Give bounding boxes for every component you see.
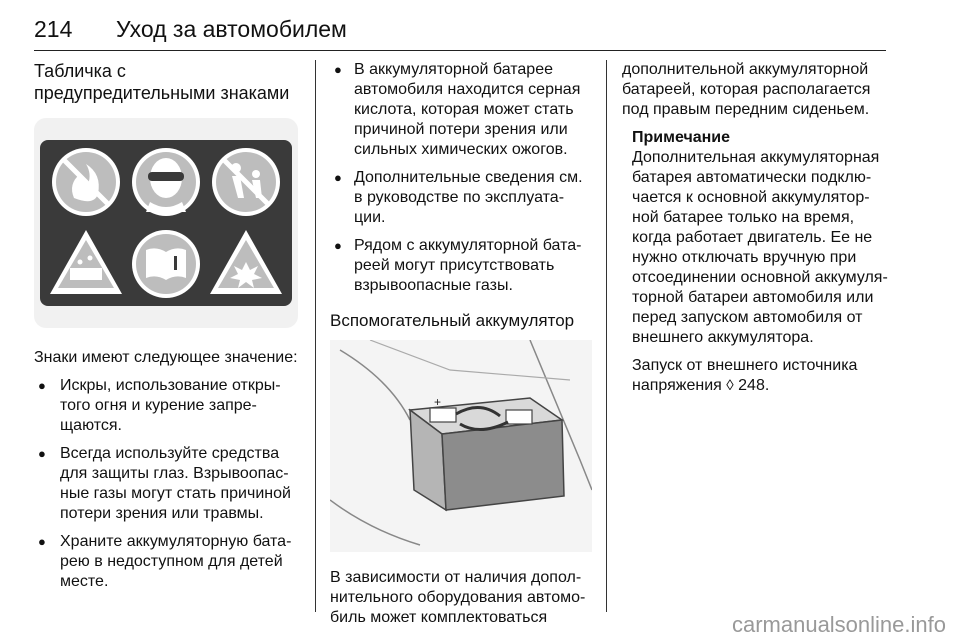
page-header [34, 12, 886, 51]
warning-label-title: Табличка с предупредительными знаками [34, 61, 290, 103]
column-1 [34, 60, 300, 600]
signs-list-continued [330, 60, 592, 296]
page-reference-link[interactable]: 248. [738, 377, 770, 394]
column-divider [315, 60, 316, 612]
list-item: ● Искры, использование откры- того огня и курение запре- щаются. [34, 376, 300, 436]
signs-intro: Знаки имеют следующее значение: [34, 349, 298, 366]
note-text: Дополнительная аккумуляторная батарея автоматически подклю- чается к основной аккумулятор- ной батарее только на время, когда работает двигатель. Ее не нужно отключать вручную при отсоединении основной аккумуля- торной батареи автомобиля или перед запуском автомобиля от внешнего аккумулятора. [632, 149, 888, 346]
plus-terminal-label: + [434, 395, 442, 409]
page-reference-icon: ◊ [726, 377, 734, 394]
column-divider [606, 60, 607, 612]
auxiliary-battery-title: Вспомогательный аккумулятор [330, 311, 575, 330]
column-2 [330, 60, 592, 636]
note-title: Примечание [632, 129, 731, 146]
no-fire-icon [52, 148, 120, 216]
list-item: ● В аккумуляторной батарее автомобиля находится серная кислота, которая может стать причиной потери зрения или сильных химических ожогов. [330, 60, 592, 160]
eye-protection-icon [132, 148, 200, 216]
signs-list [34, 376, 300, 592]
warning-signs-figure [34, 118, 298, 328]
external-start-text: Запуск от внешнего источника напряжения ◊ 248. [632, 357, 858, 394]
list-item: ● Дополнительные сведения см. в руководстве по эксплуата- ции. [330, 168, 592, 228]
auxiliary-battery-figure [330, 340, 592, 552]
auxiliary-battery-text-continued: дополнительной аккумуляторной батареей, которая располагается под правым передним сиденьем. [622, 61, 871, 118]
list-item: ● Рядом с аккумуляторной бата- реей могут присутствовать взрывоопасные газы. [330, 236, 592, 296]
watermark: carmanualsonline.info [731, 612, 946, 637]
page-title: Уход за автомобилем [116, 16, 347, 42]
keep-away-children-icon [212, 148, 280, 216]
battery-icon [410, 398, 564, 510]
note-block [632, 128, 914, 396]
auxiliary-battery-text: В зависимости от наличия допол- нительного оборудования автомо- биль может комплектоваться [330, 569, 586, 626]
column-3 [622, 60, 914, 404]
list-item: ● Всегда используйте средства для защиты глаз. Взрывоопас- ные газы могут стать причиной потери зрения или травмы. [34, 444, 300, 524]
page-number: 214 [34, 16, 73, 42]
read-manual-icon [132, 230, 200, 298]
list-item: ● Храните аккумуляторную бата- рею в недоступном для детей месте. [34, 532, 300, 592]
